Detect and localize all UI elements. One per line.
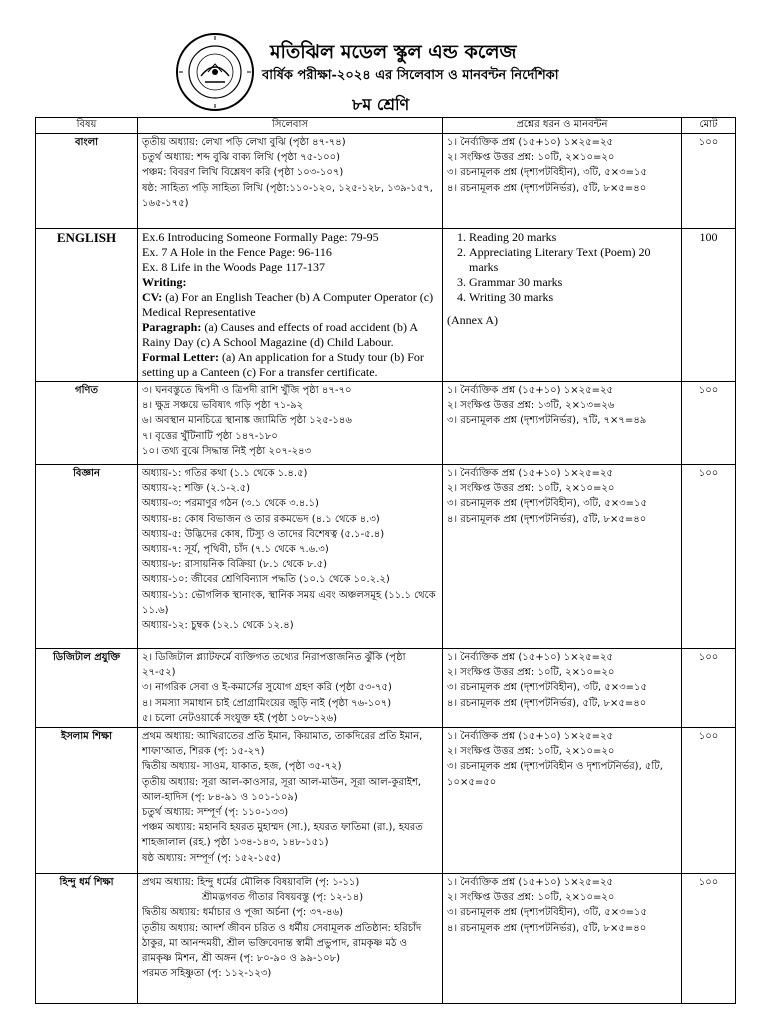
syllabus-line: তৃতীয় অধ্যায়: সূরা আল-কাওসার, সূরা আল-মাউন, সূরা আল-কুরাইশ, আল-হাদিস (পৃ: ৮৪-৯১ ও ১০১-১০৯) — [142, 776, 422, 803]
question-line: ১। নৈর্ব্যক্তিক প্রশ্ন (১৫+১০) ১×২৫=২৫ — [447, 137, 613, 148]
table-row — [36, 382, 736, 465]
syllabus-line: চতুর্থ অধ্যায়: সম্পূর্ণ (পৃ: ১১০-১৩৩) — [142, 807, 289, 819]
total-cell: 100 — [682, 229, 736, 382]
question-line: ১। নৈর্ব্যক্তিক প্রশ্ন (১৫+১০) ১×২৫=২৫ — [447, 385, 613, 396]
question-line: ২। সংক্ষিপ্ত উত্তর প্রশ্ন: ১০টি, ২×১০=২০ — [447, 746, 615, 758]
syllabus-line: ৪। সমস্যা সমাধান চাই প্রোগ্রামিংয়ের জুড়ি নাই (পৃষ্ঠা ৭৬-১০৭) — [142, 697, 392, 709]
subject-cell: বাংলা — [36, 134, 138, 229]
header-syllabus: সিলেবাস — [138, 118, 443, 134]
question-line: 3. Grammar 30 marks — [469, 275, 677, 290]
syllabus-line: ষষ্ঠ: সাহিত্য পড়ি সাহিত্য লিখি (পৃষ্ঠা:১১০-১২০, ১২৫-১২৮, ১৩৯-১৫৭, ১৬৫-১৭৫) — [142, 182, 433, 209]
question-line: 1. Reading 20 marks — [469, 230, 677, 245]
syllabus-cell — [138, 874, 443, 1004]
header-subject: বিষয় — [36, 118, 138, 134]
letter-label: Formal Letter: — [142, 350, 219, 364]
syllabus-line: অধ্যায়-৩: পরমাণুর গঠন (৩.১ থেকে ৩.৪.১) — [142, 498, 319, 510]
table-row — [36, 728, 736, 874]
syllabus-line: অধ্যায়-৮: রাসায়নিক বিক্রিয়া (৮.১ থেকে ৮.৫) — [142, 559, 328, 571]
table-row — [36, 229, 736, 382]
total-cell: ১০০ — [682, 728, 736, 874]
syllabus-line: তৃতীয় অধ্যায়: লেখা পড়ি লেখা বুঝি (পৃষ্ঠা ৪৭-৭৪) — [142, 137, 346, 148]
question-line: ৩। রচনামূলক প্রশ্ন (দৃশ্যপটবিহীন), ৩টি, ৫×৩=১৫ — [447, 907, 648, 919]
question-line: ২। সংক্ষিপ্ত উত্তর প্রশ্ন: ১০টি, ২×১০=২০ — [447, 667, 615, 679]
total-cell: ১০০ — [682, 649, 736, 728]
question-cell — [443, 728, 682, 874]
syllabus-cell — [138, 134, 443, 229]
question-line: ৪। রচনামূলক প্রশ্ন (দৃশ্যপটনির্ভর), ৫টি, ৮×৫=৪০ — [447, 922, 647, 934]
syllabus-line: পরমত সহিষ্ণুতা (পৃ: ১১২-১২৩) — [142, 968, 272, 980]
total-cell: ১০০ — [682, 134, 736, 229]
question-line: ১। নৈর্ব্যক্তিক প্রশ্ন (১৫+১০) ১×২৫=২৫ — [447, 877, 613, 889]
question-line: ৪। রচনামূলক প্রশ্ন (দৃশ্যপটনির্ভর), ৫টি, ৮×৫=৪০ — [447, 182, 647, 194]
question-line: ২। সংক্ষিপ্ত উত্তর প্রশ্ন: ১৩টি, ২×১৩=২৬ — [447, 400, 615, 412]
table-row — [36, 874, 736, 1004]
syllabus-cell — [138, 649, 443, 728]
question-line: ১। নৈর্ব্যক্তিক প্রশ্ন (১৫+১০) ১×২৫=২৫ — [447, 731, 613, 743]
syllabus-line: ৩। নাগরিক সেবা ও ই-কমার্সের সুযোগ গ্রহণ করি (পৃষ্ঠা ৫৩-৭৫) — [142, 682, 392, 694]
paragraph-label: Paragraph: — [142, 320, 202, 334]
writing-heading: Writing: — [142, 275, 187, 289]
syllabus-line: দ্বিতীয় অধ্যায়- সাওম, যাকাত, হজ, (পৃষ্ঠা ৩৫-৭২) — [142, 761, 342, 773]
syllabus-line: অধ্যায়-৭: সূর্য, পৃথিবী, চাঁদ (৭.১ থেকে ৭.৬.৩) — [142, 544, 329, 556]
question-cell — [443, 229, 682, 382]
subject-cell: হিন্দু ধর্ম শিক্ষা — [36, 874, 138, 1004]
subject-cell: গণিত — [36, 382, 138, 465]
cv-line — [142, 290, 438, 320]
syllabus-line: অধ্যায়-১১: ভৌগলিক স্থানাংক, স্থানিক সময় এবং অঞ্চলসমূহ (১১.১ থেকে ১১.৬) — [142, 589, 436, 616]
school-name: মতিঝিল মডেল স্কুল এন্ড কলেজ — [270, 41, 517, 63]
syllabus-line: অধ্যায়-১০: জীবের শ্রেণিবিন্যাস পদ্ধতি (১০.১ থেকে ১০.২.২) — [142, 574, 390, 586]
question-line: ২। সংক্ষিপ্ত উত্তর প্রশ্ন: ১০টি, ২×১০=২০ — [447, 152, 615, 164]
syllabus-line: Ex. 8 Life in the Woods Page 117-137 — [142, 260, 326, 274]
question-cell — [443, 649, 682, 728]
table-header-row — [36, 118, 736, 134]
syllabus-line: অধ্যায়-১২: চুম্বক (১২.১ থেকে ১২.৪) — [142, 620, 294, 632]
question-line: ৩। রচনামূলক প্রশ্ন (দৃশ্যপটবিহীন ও দৃশ্যপটনির্ভর), ৫টি, ১০×৫=৫০ — [447, 761, 663, 788]
question-line: ৩। রচনামূলক প্রশ্ন (দৃশ্যপটবিহীন), ৩টি, ৫×৩=১৫ — [447, 498, 648, 510]
letter-line — [142, 350, 438, 380]
header-total: মোট — [682, 118, 736, 134]
header-question-type: প্রশ্নের ধরন ও মানবন্টন — [443, 118, 682, 134]
syllabus-line: পঞ্চম: বিবরণ লিখি বিশ্লেষণ করি (পৃষ্ঠা ১০৩-১০৭) — [142, 167, 344, 179]
syllabus-line: তৃতীয় অধ্যায়: আদর্শ জীবন চরিত ও ধর্মীয় সেবামূলক প্রতিষ্ঠান: হরিচাঁদ ঠাকুর, মা আনন্দময়ী, শ্রীল ভক্তিবেদান্ত স্বামী প্রভুপাদ, রামকৃষ্ণ মঠ ও রামকৃষ্ণ মিশন, শ্রী অঙ্গন (পৃ: ৮০-৯০ ও ৯৯-১০৮) — [142, 922, 422, 965]
annex-note: (Annex A) — [447, 313, 498, 327]
cv-label: CV: — [142, 290, 163, 304]
page-header — [0, 0, 768, 116]
syllabus-line: ৪। ক্ষুদ্র সঞ্চয়ে ভবিষ্যৎ গড়ি পৃষ্ঠা ৭১-৯২ — [142, 400, 304, 412]
table-row — [36, 465, 736, 649]
question-line: 4. Writing 30 marks — [469, 290, 677, 305]
total-cell: ১০০ — [682, 382, 736, 465]
syllabus-line: ৬। অবস্থান মানচিত্রে স্থানাঙ্ক জ্যামিতি পৃষ্ঠা ১২৫-১৪৬ — [142, 415, 352, 427]
subject-cell: বিজ্ঞান — [36, 465, 138, 649]
total-cell: ১০০ — [682, 874, 736, 1004]
question-list — [447, 230, 677, 305]
question-cell — [443, 382, 682, 465]
question-cell — [443, 874, 682, 1004]
syllabus-line: Ex. 7 A Hole in the Fence Page: 96-116 — [142, 245, 332, 259]
question-line: ৩। রচনামূলক প্রশ্ন (দৃশ্যপটনির্ভর), ৭টি, ৭×৭=৪৯ — [447, 415, 647, 427]
syllabus-line: প্রথম অধ্যায়: আখিরাতের প্রতি ইমান, কিয়ামাত, তাকদিরের প্রতি ইমান, শাফা'আত, শিরক (পৃ: ১৫-২৭) — [142, 731, 423, 758]
syllabus-line: চতুর্থ অধ্যায়: শব্দ বুঝি বাক্য লিখি (পৃষ্ঠা ৭৫-১০০) — [142, 152, 341, 164]
syllabus-line: অধ্যায়-১: গতির কথা (১.১ থেকে ১.৪.৫) — [142, 468, 308, 479]
subject-cell: ENGLISH — [36, 229, 138, 382]
syllabus-line: অধ্যায়-৪: কোষ বিভাজন ও তার রকমভেদ (৪.১ থেকে ৪.৩) — [142, 513, 380, 525]
cv-text: (a) For an English Teacher (b) A Computer Operator (c) Medical Representative — [142, 290, 434, 319]
question-cell — [443, 465, 682, 649]
syllabus-line: প্রথম অধ্যায়: হিন্দু ধর্মের মৌলিক বিষয়াবলি (পৃ: ১-১১) — [142, 877, 360, 889]
syllabus-line: ১০। তথ্য বুঝে সিদ্ধান্ত নিই পৃষ্ঠা ২০৭-২৪৩ — [142, 445, 312, 457]
question-line: ৪। রচনামূলক প্রশ্ন (দৃশ্যপটনির্ভর), ৫টি, ৮×৫=৪০ — [447, 697, 647, 709]
question-line: 2. Appreciating Literary Text (Poem) 20 marks — [469, 245, 677, 275]
syllabus-line: অধ্যায়-৫: উদ্ভিদের কোষ, টিস্যু ও তাদের বিশেষত্ব (৫.১-৫.৪) — [142, 528, 385, 540]
syllabus-line: ৫। চলো নেটওয়ার্কে সংযুক্ত হই (পৃষ্ঠা ১০৮-১২৬) — [142, 712, 337, 724]
syllabus-line: দ্বিতীয় অধ্যায়: ধর্মাচার ও পূজা অর্চনা (পৃ: ৩৭-৪৬) — [142, 907, 343, 919]
letter-text: (a) An application for a Study tour (b) For setting up a Canteen (c) For a transfer certificate. — [142, 350, 424, 379]
question-line: ১। নৈর্ব্যক্তিক প্রশ্ন (১৫+১০) ১×২৫=২৫ — [447, 652, 613, 663]
school-logo — [175, 32, 255, 112]
exam-subtitle: বার্ষিক পরীক্ষা-২০২৪ এর সিলেবাস ও মানবন্টন নির্দেশিকা — [262, 68, 559, 83]
syllabus-cell — [138, 465, 443, 649]
subject-cell: ইসলাম শিক্ষা — [36, 728, 138, 874]
syllabus-cell — [138, 229, 443, 382]
paragraph-text: (a) Causes and effects of road accident (b) A Rainy Day (c) A School Magazine (d) Child Labour. — [142, 320, 418, 349]
question-line: ২। সংক্ষিপ্ত উত্তর প্রশ্ন: ১০টি, ২×১০=২০ — [447, 892, 615, 904]
syllabus-line: পঞ্চম অধ্যায়: মহানবি হযরত মুহাম্মদ (সা.), হযরত ফাতিমা (রা.), হযরত শাহজালাল (রহ.) পৃষ্ঠা ১৩৪-১৪৩, ১৪৮-১৫১) — [142, 822, 423, 849]
question-line: ৩। রচনামূলক প্রশ্ন (দৃশ্যপটবিহীন), ৩টি, ৫×৩=১৫ — [447, 167, 648, 179]
table-row — [36, 649, 736, 728]
syllabus-line: ২। ডিজিটাল প্ল্যাটফর্মে ব্যক্তিগত তথ্যের নিরাপত্তাজনিত ঝুঁকি (পৃষ্ঠা ২৭-৫২) — [142, 652, 406, 679]
class-title: ৮ম শ্রেণি — [352, 95, 410, 114]
question-line: ৪। রচনামূলক প্রশ্ন (দৃশ্যপটনির্ভর), ৫টি, ৮×৫=৪০ — [447, 513, 647, 525]
syllabus-line: অধ্যায়-২: শক্তি (২.১-২.৫) — [142, 483, 251, 495]
syllabus-cell — [138, 382, 443, 465]
syllabus-line: ষষ্ঠ অধ্যায়: সম্পূর্ণ (পৃ: ১৫২-১৫৫) — [142, 852, 281, 864]
syllabus-cell — [138, 728, 443, 874]
syllabus-line: ৩। ঘনবস্তুতে দ্বিপদী ও ত্রিপদী রাশি খুঁজি পৃষ্ঠা ৪৭-৭০ — [142, 385, 352, 396]
total-cell: ১০০ — [682, 465, 736, 649]
syllabus-line: ৭। বৃত্তের খুঁটিনাটি পৃষ্ঠা ১৪৭-১৮০ — [142, 430, 278, 442]
question-line: ৩। রচনামূলক প্রশ্ন (দৃশ্যপটবিহীন), ৩টি, ৫×৩=১৫ — [447, 682, 648, 694]
table-row — [36, 134, 736, 229]
question-cell — [443, 134, 682, 229]
subject-cell: ডিজিটাল প্রযুক্তি — [36, 649, 138, 728]
syllabus-line: শ্রীমদ্ভগবত গীতার বিষয়বস্তু (পৃ: ১২-১৪) — [202, 892, 364, 904]
question-line: ১। নৈর্ব্যক্তিক প্রশ্ন (১৫+১০) ১×২৫=২৫ — [447, 468, 613, 479]
syllabus-line: Ex.6 Introducing Someone Formally Page: 79-95 — [142, 230, 379, 244]
syllabus-table — [35, 117, 736, 1004]
question-line: ২। সংক্ষিপ্ত উত্তর প্রশ্ন: ১০টি, ২×১০=২০ — [447, 483, 615, 495]
paragraph-line — [142, 320, 438, 350]
